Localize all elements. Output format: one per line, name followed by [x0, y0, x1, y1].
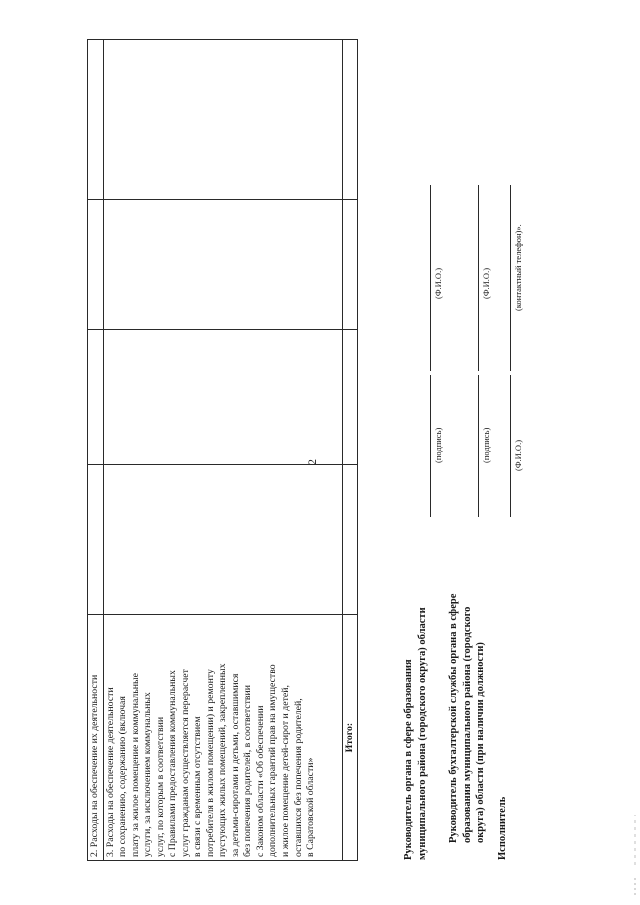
table-cell — [342, 329, 358, 465]
table-cell — [88, 329, 104, 465]
text-line: потребителя в жилом помещении) и ремонту — [204, 669, 216, 857]
table-cell — [342, 465, 358, 615]
executor-label: Исполнитель — [497, 796, 508, 860]
page-number: 2 — [305, 459, 319, 465]
text-line: пустующих жилых помещений, закрепленных — [217, 663, 229, 857]
name-line — [430, 185, 431, 371]
table-cell — [342, 199, 358, 329]
sign-caption: (подпись) — [433, 427, 443, 463]
text-line: услуг гражданам осуществляется перерасчет — [179, 669, 191, 857]
table-cell — [342, 40, 358, 200]
total-label: Итого: — [342, 615, 358, 861]
text-line: 3. Расходы на обеспечение деятельности — [104, 687, 116, 857]
signature-line — [430, 375, 431, 517]
head-title — [402, 607, 429, 860]
text-line: за детьми-сиротами и детьми, оставшимися — [229, 673, 241, 857]
executor-name-caption: (Ф.И.О.) — [513, 439, 523, 471]
text-line: муниципального района (городского округа) области — [416, 607, 428, 860]
row-label-long — [103, 615, 342, 861]
text-line: оставшихся без попечения родителей, — [292, 698, 304, 857]
table-cell — [88, 465, 104, 615]
text-line: с Правилами предоставления коммунальных — [167, 670, 179, 857]
table-row — [103, 40, 342, 861]
expenses-table — [87, 39, 358, 861]
name-line — [510, 375, 511, 517]
text-line: Руководитель бухгалтерской службы органа в сфере — [448, 593, 459, 843]
accountant-title — [447, 594, 488, 843]
scan-marks — [633, 0, 637, 905]
signature-line — [478, 375, 479, 517]
text-line: округа) области (при наличии должности) — [475, 642, 487, 843]
table-cell — [103, 329, 342, 465]
table-cell — [88, 199, 104, 329]
text-line: услуги, за исключением коммунальных — [142, 692, 154, 857]
name-caption: (Ф.И.О.) — [481, 267, 491, 299]
text-line: образования муниципального района (городского — [461, 606, 473, 843]
text-line: плату за жилое помещение и коммунальные — [129, 673, 141, 857]
table-cell — [103, 465, 342, 615]
phone-caption: (контактный телефон)». — [513, 224, 523, 311]
table-cell — [103, 199, 342, 329]
text-line: услуг, по которым в соответствии — [154, 716, 166, 857]
table-cell — [103, 40, 342, 200]
text-line: в связи с временным отсутствием — [192, 716, 204, 857]
name-line — [478, 185, 479, 371]
text-line: в Саратовской области» — [305, 757, 317, 857]
row-label: 2. Расходы на обеспечение их деятельности — [88, 615, 104, 861]
text-line: Руководитель органа в сфере образования — [403, 659, 414, 860]
table-row — [88, 40, 104, 861]
text-line: по сохранению, содержанию (включая — [117, 696, 129, 857]
sign-caption: (подпись) — [481, 427, 491, 463]
text-line: без попечения родителей, в соответствии — [242, 684, 254, 857]
phone-line — [510, 185, 511, 371]
table-row — [342, 40, 358, 861]
table-cell — [88, 40, 104, 200]
text-line: с Законом области «Об обеспечении — [254, 705, 266, 857]
text-line: дополнительных гарантий прав на имущество — [267, 664, 279, 857]
name-caption: (Ф.И.О.) — [433, 267, 443, 299]
text-line: и жилое помещение детей-сирот и детей, — [279, 685, 291, 857]
